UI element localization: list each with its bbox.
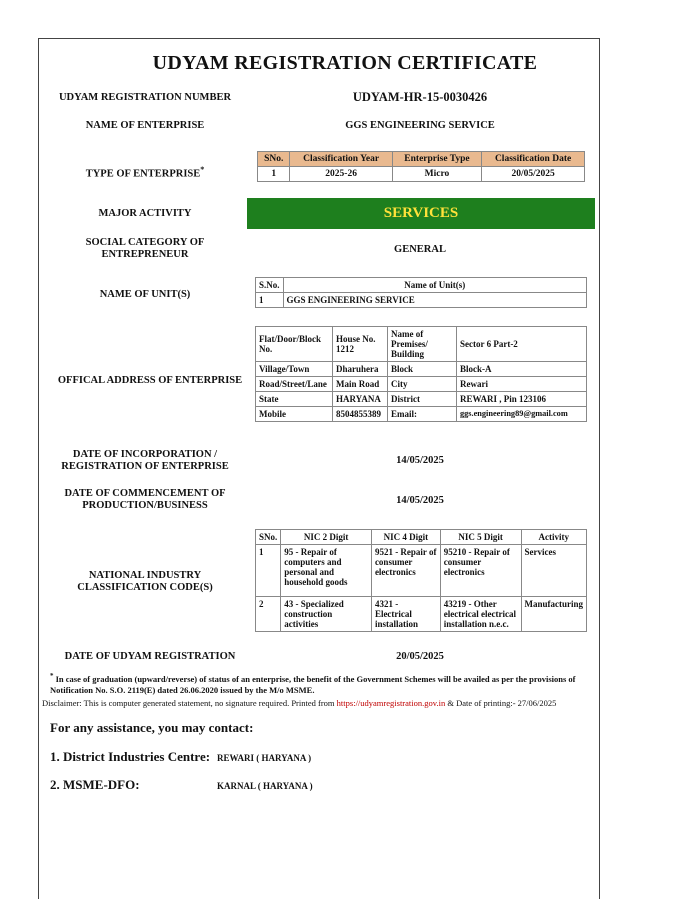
address-cell: Name of Premises/ Building [388, 327, 457, 362]
units-label: NAME OF UNIT(S) [99, 289, 191, 300]
address-cell: Block [388, 362, 457, 377]
nic-header: NIC 4 Digit [371, 530, 440, 545]
classification-table [257, 151, 585, 182]
units-header-row [256, 278, 587, 293]
units-header: S.No. [256, 278, 284, 293]
incorporation-label: DATE OF INCORPORATION / REGISTRATION OF ENTERPRISE [61, 449, 229, 472]
incorporation-value: 14/05/2025 [396, 455, 444, 466]
address-cell: District [388, 392, 457, 407]
classification-cell: Micro [392, 167, 481, 182]
address-cell: Block-A [457, 362, 587, 377]
nic-cell: 95210 - Repair of consumer electronics [440, 545, 521, 597]
disclaimer-prefix: Disclaimer: This is computer generated statement, no signature required. Printed from [42, 698, 335, 708]
address-cell: Main Road [333, 377, 388, 392]
nic-cell: 2 [256, 597, 281, 632]
nic-label: NATIONAL INDUSTRY CLASSIFICATION CODE(S) [77, 570, 213, 593]
enterprise-type-marker: * [200, 165, 205, 174]
units-table [255, 277, 587, 308]
nic-row [256, 597, 587, 632]
address-cell: Mobile [256, 407, 333, 422]
classification-cell: 2025-26 [290, 167, 392, 182]
classification-header: Classification Year [290, 152, 392, 167]
address-cell: 8504855389 [333, 407, 388, 422]
address-cell: Sector 6 Part-2 [457, 327, 587, 362]
address-row [256, 377, 587, 392]
classification-row [258, 167, 585, 182]
enterprise-name-label: NAME OF ENTERPRISE [85, 120, 205, 131]
contact-label-msme-dfo: 2. MSME-DFO: [50, 777, 140, 792]
address-cell: Flat/Door/Block No. [256, 327, 333, 362]
address-row [256, 327, 587, 362]
address-row [256, 407, 587, 422]
nic-header: NIC 2 Digit [281, 530, 372, 545]
nic-header: Activity [521, 530, 587, 545]
units-header: Name of Unit(s) [283, 278, 586, 293]
social-category-label: SOCIAL CATEGORY OF ENTREPRENEUR [85, 237, 205, 260]
nic-cell: Manufacturing [521, 597, 587, 632]
nic-row [256, 545, 587, 597]
address-cell: Email: [388, 407, 457, 422]
footnote-text: In case of graduation (upward/reverse) of status of an enterprise, the benefit of the Government Schemes will be availed as per the provisions of Notification No. S.O. 2119(E) dated 26.06.2020 issued by the M/o MSME. [50, 673, 576, 695]
classification-cell: 20/05/2025 [482, 167, 585, 182]
nic-header: NIC 5 Digit [440, 530, 521, 545]
classification-cell: 1 [258, 167, 290, 182]
certificate-title: UDYAM REGISTRATION CERTIFICATE [152, 52, 538, 74]
commencement-value: 14/05/2025 [396, 495, 444, 506]
classification-header-row [258, 152, 585, 167]
nic-cell: 43219 - Other electrical electrical installation n.e.c. [440, 597, 521, 632]
address-cell: Dharuhera [333, 362, 388, 377]
reg-number-label: UDYAM REGISTRATION NUMBER [58, 92, 232, 103]
nic-cell: 9521 - Repair of consumer electronics [371, 545, 440, 597]
graduation-footnote [50, 671, 595, 696]
commencement-label: DATE OF COMMENCEMENT OF PRODUCTION/BUSINESS [64, 488, 226, 511]
classification-header: Classification Date [482, 152, 585, 167]
nic-cell: 43 - Specialized construction activities [281, 597, 372, 632]
enterprise-type-label [45, 164, 245, 181]
nic-cell: 1 [256, 545, 281, 597]
address-cell: Village/Town [256, 362, 333, 377]
disclaimer-suffix: & Date of printing:- 27/06/2025 [447, 698, 557, 708]
address-cell: Rewari [457, 377, 587, 392]
address-email: ggs.engineering89@gmail.com [457, 407, 587, 422]
address-table [255, 326, 587, 422]
udyam-portal-link[interactable]: https://udyamregistration.gov.in [336, 698, 446, 708]
udyam-date-label: DATE OF UDYAM REGISTRATION [64, 651, 236, 662]
address-cell: Road/Street/Lane [256, 377, 333, 392]
address-cell: REWARI , Pin 123106 [457, 392, 587, 407]
nic-cell: 95 - Repair of computers and personal and household goods [281, 545, 372, 597]
footnote-marker: * [50, 672, 54, 680]
contact-value-dic: REWARI ( HARYANA ) [217, 753, 312, 763]
units-row [256, 293, 587, 308]
address-row [256, 362, 587, 377]
enterprise-type-label-text: TYPE OF ENTERPRISE [85, 168, 201, 180]
address-row [256, 392, 587, 407]
units-cell: 1 [256, 293, 284, 308]
classification-header: Enterprise Type [392, 152, 481, 167]
nic-header: SNo. [256, 530, 281, 545]
udyam-date-value: 20/05/2025 [396, 651, 444, 662]
assistance-heading: For any assistance, you may contact: [50, 720, 254, 735]
major-activity-banner: SERVICES [247, 198, 595, 229]
contact-value-msme-dfo: KARNAL ( HARYANA ) [217, 781, 313, 791]
address-cell: HARYANA [333, 392, 388, 407]
address-cell: City [388, 377, 457, 392]
contact-label-dic: 1. District Industries Centre: [50, 749, 211, 764]
address-cell: State [256, 392, 333, 407]
social-category-value: GENERAL [394, 244, 446, 255]
major-activity-label: MAJOR ACTIVITY [98, 208, 192, 219]
units-cell: GGS ENGINEERING SERVICE [283, 293, 586, 308]
address-label: OFFICAL ADDRESS OF ENTERPRISE [57, 375, 243, 386]
disclaimer [42, 698, 602, 708]
reg-number-value: UDYAM-HR-15-0030426 [352, 90, 488, 104]
nic-table [255, 529, 587, 632]
nic-cell: 4321 - Electrical installation [371, 597, 440, 632]
address-cell: House No. 1212 [333, 327, 388, 362]
classification-header: SNo. [258, 152, 290, 167]
enterprise-name-value: GGS ENGINEERING SERVICE [345, 120, 495, 131]
nic-cell: Services [521, 545, 587, 597]
nic-header-row [256, 530, 587, 545]
